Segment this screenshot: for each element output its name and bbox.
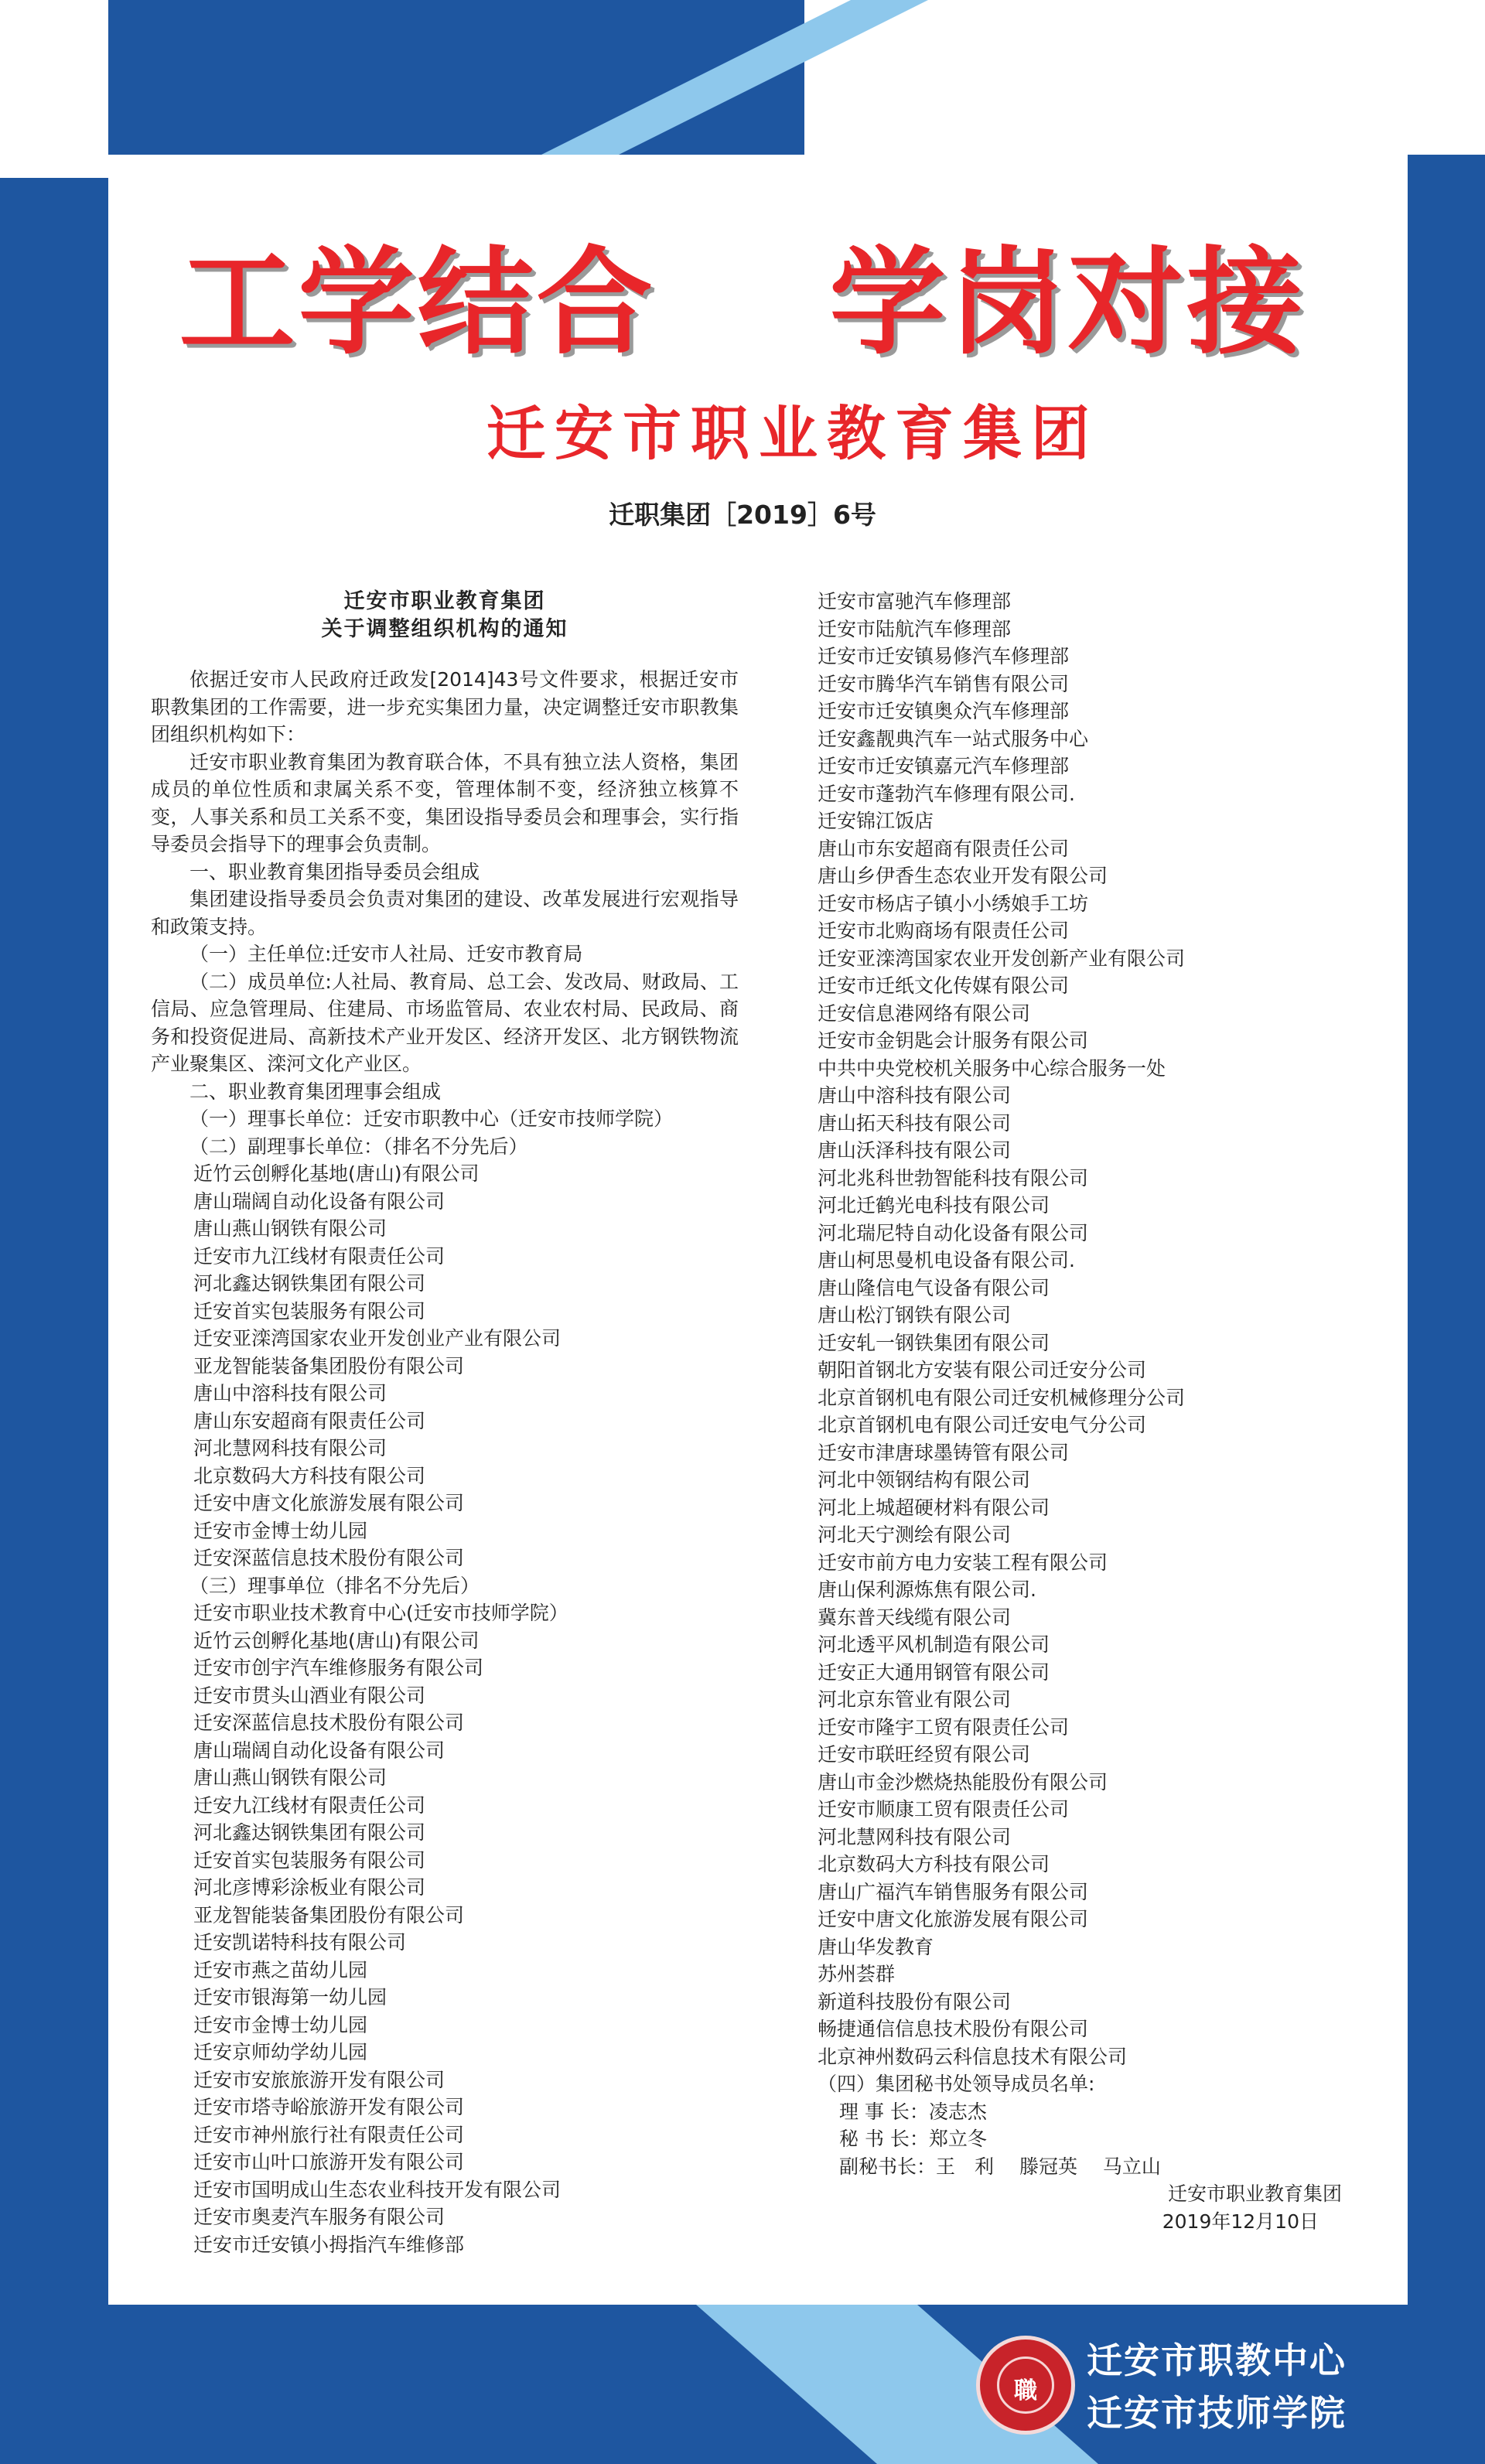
- member-unit: 唐山广福汽车销售服务有限公司: [818, 1880, 1089, 1903]
- member-unit: 迁安市金钥匙会计服务有限公司: [818, 1029, 1089, 1052]
- member-unit: 唐山市东安超商有限责任公司: [818, 837, 1070, 860]
- member-unit: 迁安市迁安镇嘉元汽车修理部: [818, 755, 1070, 777]
- member-unit: 河北天宁测绘有限公司: [818, 1524, 1012, 1546]
- member-unit: 迁安市山叶口旅游开发有限公司: [193, 2151, 465, 2173]
- member-unit: 迁安市迁安镇易修汽车修理部: [818, 645, 1070, 667]
- member-unit: 河北鑫达钢铁集团有限公司: [193, 1272, 426, 1295]
- member-unit: 唐山保利源炼焦有限公司.: [818, 1578, 1036, 1601]
- school-name-line1: 迁安市职教中心: [1087, 2339, 1347, 2381]
- member-unit: 迁安市塔寺峪旅游开发有限公司: [193, 2096, 465, 2118]
- vice-chair-list: [151, 1160, 739, 1572]
- member-unit: 迁安中唐文化旅游发展有限公司: [818, 1908, 1089, 1930]
- member-unit: 北京神州数码云科信息技术有限公司: [818, 2045, 1128, 2068]
- member-unit: 迁安九江线材有限责任公司: [193, 1793, 426, 1817]
- member-unit: 唐山中溶科技有限公司: [193, 1382, 387, 1404]
- directors-list-left: [151, 1599, 739, 2258]
- notice-intro: 依据迁安市人民政府迁政发[2014]43号文件要求，根据迁安市职教集团的工作需要，进一步充实集团力量，决定调整迁安市职教集团组织机构如下：: [151, 668, 739, 746]
- member-unit: 唐山燕山钢铁有限公司: [193, 1217, 387, 1240]
- member-unit: 亚龙智能装备集团股份有限公司: [193, 1354, 465, 1377]
- right-blue-bar: [1408, 155, 1485, 2312]
- member-unit: 迁安市富驰汽车修理部: [818, 590, 1012, 613]
- member-unit: 冀东普天线缆有限公司: [818, 1606, 1012, 1629]
- school-name-line2: 迁安市技师学院: [1087, 2392, 1347, 2434]
- member-unit: 唐山瑞阔自动化设备有限公司: [193, 1739, 446, 1762]
- member-unit: 河北透平风机制造有限公司: [818, 1633, 1050, 1656]
- member-unit: 迁安市创宇汽车维修服务有限公司: [193, 1657, 484, 1679]
- member-unit: 迁安首实包装服务有限公司: [193, 1299, 426, 1322]
- document-number: 迁职集团［2019］6号: [609, 500, 876, 530]
- member-unit: 唐山松汀钢铁有限公司: [818, 1304, 1012, 1326]
- member-unit: 迁安市顺康工贸有限责任公司: [818, 1798, 1070, 1821]
- member-unit: 迁安亚滦湾国家农业开发创新产业有限公司: [818, 947, 1186, 970]
- section1-director: （一）主任单位:迁安市人社局、迁安市教育局: [189, 943, 583, 965]
- member-unit: 唐山乡伊香生态农业开发有限公司: [818, 865, 1108, 887]
- section2-chair-unit: （一）理事长单位：迁安市职教中心（迁安市技师学院）: [189, 1107, 674, 1130]
- member-unit: 亚龙智能装备集团股份有限公司: [193, 1903, 465, 1926]
- member-unit: 唐山华发教育: [818, 1935, 934, 1958]
- member-unit: 迁安市神州旅行社有限责任公司: [193, 2123, 465, 2146]
- school-names: [1087, 2334, 1412, 2439]
- member-unit: 唐山东安超商有限责任公司: [193, 1409, 426, 1432]
- member-unit: 迁安首实包装服务有限公司: [193, 1848, 426, 1872]
- notice-left-column: [151, 588, 739, 2258]
- secretariat-heading: （四）集团秘书处领导成员名单:: [818, 2073, 1095, 2095]
- member-unit: 北京数码大方科技有限公司: [193, 1464, 426, 1487]
- member-unit: 迁安市迁安镇奥众汽车修理部: [818, 700, 1070, 722]
- signature: 迁安市职业教育集团: [1167, 2182, 1342, 2205]
- issue-date: 2019年12月10日: [1162, 2210, 1319, 2233]
- member-unit: 迁安正大通用钢管有限公司: [818, 1660, 1050, 1684]
- section1-title: 一、职业教育集团指导委员会组成: [189, 860, 480, 883]
- member-unit: 中共中央党校机关服务中心综合服务一处: [818, 1056, 1166, 1080]
- member-unit: 迁安市九江线材有限责任公司: [193, 1244, 446, 1268]
- headline: 工学结合 学岗对接: [179, 236, 1306, 370]
- member-unit: 唐山燕山钢铁有限公司: [193, 1766, 387, 1789]
- member-unit: 迁安市燕之苗幼儿园: [193, 1958, 368, 1981]
- notice-title-line2: 关于调整组织机构的通知: [321, 616, 568, 641]
- member-unit: 河北迁鹤光电科技有限公司: [818, 1194, 1050, 1217]
- section2-vice-chair-heading: （二）副理事长单位：（排名不分先后）: [189, 1135, 528, 1158]
- member-unit: 迁安鑫靓典汽车一站式服务中心: [818, 727, 1089, 750]
- member-unit: 迁安市贯头山酒业有限公司: [193, 1684, 426, 1707]
- member-unit: 迁安凯诺特科技有限公司: [193, 1931, 407, 1954]
- member-unit: 河北鑫达钢铁集团有限公司: [193, 1821, 426, 1844]
- member-unit: 迁安市安旅旅游开发有限公司: [193, 2068, 446, 2091]
- section1-body: 集团建设指导委员会负责对集团的建设、改革发展进行宏观指导和政策支持。: [151, 888, 739, 938]
- member-unit: 北京首钢机电有限公司迁安机械修理分公司: [818, 1386, 1186, 1409]
- deputy-secretary-line: 副秘书长：王 利 滕冠英 马立山: [839, 2155, 1161, 2178]
- member-unit: 迁安市隆宇工贸有限责任公司: [818, 1715, 1070, 1739]
- member-unit: 新道科技股份有限公司: [818, 1990, 1012, 2013]
- notice-title-line1: 迁安市职业教育集团: [343, 589, 546, 613]
- school-logo: [976, 2336, 1075, 2435]
- chairman-line: 理 事 长：凌志杰: [839, 2100, 987, 2123]
- member-unit: 河北京东管业有限公司: [818, 1688, 1012, 1711]
- notice-right-column: [808, 588, 1381, 2235]
- member-unit: 迁安市金博士幼儿园: [193, 1519, 368, 1542]
- member-unit: 迁安市津唐球墨铸管有限公司: [818, 1441, 1070, 1464]
- member-unit: 河北慧网科技有限公司: [818, 1825, 1012, 1848]
- member-unit: 迁安市联旺经贸有限公司: [818, 1743, 1031, 1766]
- member-unit: 迁安中唐文化旅游发展有限公司: [193, 1492, 465, 1514]
- member-unit: 唐山中溶科技有限公司: [818, 1084, 1012, 1107]
- member-unit: 河北中领钢结构有限公司: [818, 1469, 1031, 1491]
- member-unit: 迁安市蓬勃汽车修理有限公司.: [818, 782, 1075, 805]
- member-unit: 河北兆科世勃智能科技有限公司: [818, 1166, 1089, 1189]
- member-unit: 迁安锦江饭店: [818, 810, 934, 832]
- member-unit: 迁安市迁纸文化传媒有限公司: [818, 974, 1070, 997]
- member-unit: 迁安亚滦湾国家农业开发创业产业有限公司: [193, 1327, 562, 1350]
- member-unit: 迁安市金博士幼儿园: [193, 2013, 368, 2036]
- member-unit: 河北慧网科技有限公司: [193, 1437, 387, 1459]
- member-unit: 唐山市金沙燃烧热能股份有限公司: [818, 1770, 1108, 1793]
- member-unit: 迁安市前方电力安装工程有限公司: [818, 1551, 1108, 1574]
- member-unit: 迁安深蓝信息技术股份有限公司: [193, 1711, 465, 1734]
- member-unit: 迁安市腾华汽车销售有限公司: [818, 672, 1070, 695]
- member-unit: 迁安市职业技术教育中心(迁安市技师学院）: [193, 1602, 568, 1624]
- member-unit: 河北上城超硬材料有限公司: [818, 1496, 1050, 1519]
- member-unit: 迁安市陆航汽车修理部: [818, 617, 1012, 640]
- member-unit: 河北彦博彩涂板业有限公司: [193, 1876, 426, 1899]
- member-unit: 唐山瑞阔自动化设备有限公司: [193, 1189, 446, 1213]
- member-unit: 近竹云创孵化基地(唐山)有限公司: [193, 1629, 480, 1652]
- member-unit: 迁安市杨店子镇小小绣娘手工坊: [818, 892, 1089, 915]
- section1-members: （二）成员单位:人社局、教育局、总工会、发改局、财政局、工信局、应急管理局、住建局、市场监管局、农业农村局、民政局、商务和投资促进局、高新技术产业开发区、经济开发区、北方钢铁物流产业聚集区、滦河文化产业区。: [151, 970, 739, 1075]
- member-unit: 唐山拓天科技有限公司: [818, 1111, 1012, 1135]
- member-unit: 河北瑞尼特自动化设备有限公司: [818, 1221, 1089, 1244]
- member-unit: 唐山柯思曼机电设备有限公司.: [818, 1249, 1075, 1271]
- member-unit: 迁安市银海第一幼儿园: [193, 1986, 387, 2008]
- member-unit: 迁安市迁安镇小拇指汽车维修部: [193, 2233, 465, 2256]
- section2-title: 二、职业教育集团理事会组成: [189, 1080, 442, 1103]
- school-logo-glyph: 職: [1014, 2377, 1037, 2404]
- section2-directors-heading: （三）理事单位（排名不分先后）: [189, 1574, 480, 1597]
- member-unit: 北京首钢机电有限公司迁安电气分公司: [818, 1414, 1147, 1436]
- member-unit: 唐山沃泽科技有限公司: [818, 1139, 1012, 1162]
- directors-list-right: [808, 588, 1381, 2070]
- secretary-line: 秘 书 长：郑立冬: [839, 2128, 987, 2150]
- member-unit: 迁安轧一钢铁集团有限公司: [818, 1331, 1050, 1354]
- member-unit: 北京数码大方科技有限公司: [818, 1853, 1050, 1875]
- member-unit: 迁安信息港网络有限公司: [818, 1002, 1031, 1025]
- member-unit: 唐山隆信电气设备有限公司: [818, 1276, 1050, 1299]
- org-title: 迁安市职业教育集团: [486, 399, 1099, 468]
- member-unit: 迁安市北购商场有限责任公司: [818, 920, 1070, 942]
- school-logo-inner-ring: [997, 2356, 1054, 2414]
- notice-nature: 迁安市职业教育集团为教育联合体，不具有独立法人资格，集团成员的单位性质和隶属关系不变，管理体制不变，经济独立核算不变，人事关系和员工关系不变，集团设指导委员会和理事会，实行指导委员会指导下的理事会负责制。: [151, 750, 739, 855]
- member-unit: 苏州荟群: [818, 1963, 896, 1985]
- member-unit: 迁安京师幼学幼儿园: [193, 2041, 368, 2063]
- member-unit: 迁安深蓝信息技术股份有限公司: [193, 1547, 465, 1569]
- member-unit: 朝阳首钢北方安装有限公司迁安分公司: [818, 1359, 1147, 1381]
- member-unit: 迁安市国明成山生态农业科技开发有限公司: [193, 2178, 562, 2201]
- member-unit: 近竹云创孵化基地(唐山)有限公司: [193, 1162, 480, 1185]
- member-unit: 畅捷通信信息技术股份有限公司: [818, 2018, 1089, 2040]
- member-unit: 迁安市奥麦汽车服务有限公司: [193, 2206, 446, 2228]
